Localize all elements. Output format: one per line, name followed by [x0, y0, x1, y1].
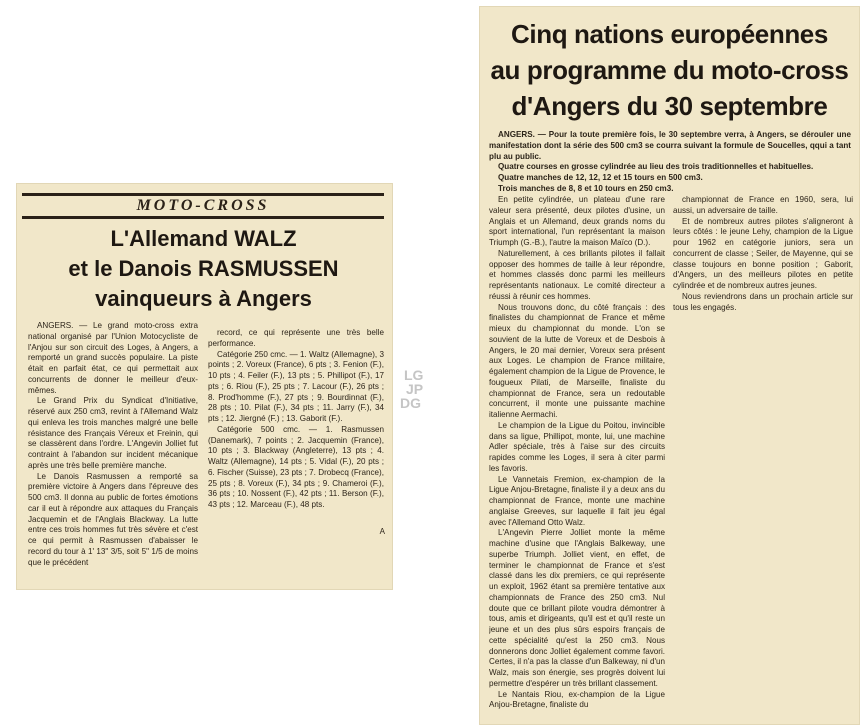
lead-paragraph: Quatre courses en grosse cylindrée au lieu des trois traditionnelles et habituelles. [498, 162, 814, 172]
headline-line: au programme du moto-cross [490, 55, 849, 85]
paragraph: Naturellement, à ces brillants pilotes il fallait opposer des hommes de taille à leur répondre, et hommes classés donc parmi les meilleurs représentants nationaux. Le comité directeur a réussi à réunir ces hommes. [489, 248, 665, 301]
paragraph: L'Angevin Pierre Jolliet monte la même machine d'usine que l'Anglais Balkeway, une superbe Triumph. Jolliet vient, en effet, de terminer le championnat de France et s'est classé dans les dix premiers, ce qui représente un exploit, 1962 étant sa première tentative aux championnats de France des 250 cm3. Nul doute que ce brillant pilote voudra démontrer à tous, amis et dirigeants, qu'il est et qu'il reste un jeune et un des plus sûrs espoirs français de cette spécialité qu'est la 250 cm3. Nous donnerons donc Jolliet également comme favori. Certes, il n'a pas la classe d'un Balkeway, ni d'un Walz, mais son énergie, ses progrès doivent lui permettre d'espérer un très brillant classement. [489, 528, 665, 688]
paragraph: championnat de France en 1960, sera, lui aussi, un adversaire de taille. [673, 195, 853, 215]
paragraph: Le Grand Prix du Syndicat d'Initiative, réservé aux 250 cm3, revint à l'Allemand Walz qui enleva les trois manches malgré une belle résistance des Français Véreux et Freinin, qui se classèrent dans l'ordre. L'Angevin Jolliet fut contraint à l'abandon sur incident mécanique après une très belle première manche. [28, 396, 198, 470]
author-signature: A [379, 527, 385, 536]
paragraph: Nous reviendrons dans un prochain article sur tous les engagés. [673, 291, 853, 312]
results-paragraph: Catégorie 500 cmc. — 1. Rasmussen (Danemark), 7 points ; 2. Jacquemin (France), 10 pts ; 3. Blackway (Angleterre), 13 pts ; 4. Waltz (Allemagne), 14 pts ; 5. Vidal (F.), 20 pts ; 6. Fischer (Suisse), 23 pts ; 7. Drobecq (France), 25 pts ; 8. Voreux (F.), 34 pts ; 9. Chameroi (F.), 36 pts ; 10. Nossent (F.), 42 pts ; 11. Berson (F.), 43 pts ; 12. Marceau (F.), 48 pts. [208, 424, 384, 509]
paragraph: En petite cylindrée, un plateau d'une rare valeur sera présenté, deux pilotes d'usine, un Anglais et un Allemand, deux grands noms du sport international, l'un représentant la maison Triumph (G.-B.), l'autre la maison Maïco (D.). [489, 195, 665, 247]
lead-paragraph: ANGERS. — Pour la toute première fois, le 30 septembre verra, à Angers, se dérouler une manifestation dont la série des 500 cm3 se courra suivant la formule de Soucelles, qqui a tant plu au public. [489, 130, 851, 161]
headline-line: L'Allemand WALZ [110, 226, 297, 251]
headline-line: et le Danois RASMUSSEN [68, 256, 339, 281]
paragraph: record, ce qui représente une très belle performance. [208, 328, 384, 348]
headline-line: vainqueurs à Angers [95, 286, 312, 311]
paragraph: Le Danois Rasmussen a remporté sa première victoire à Angers dans l'épreuve des 500 cm3. Il donna au public de fortes émotions car il eut à répondre aux attaques du Français Jacquemin et de l'Anglais Blackway. La lutte entre ces trois hommes fut très sévère et c'est ce qui permit à Rasmussen d'abaisser le record du tour à 1' 13" 3/5, soit 5" 1/5 de moins que le précédent [28, 471, 198, 567]
paragraph: Le Vannetais Fremion, ex-champion de la Ligue Anjou-Bretagne, finaliste il y a deux ans du championnat de France, monte une machine anglaise Greeves, sur laquelle il fait jeu égal avec l'Allemand Otto Walz. [489, 474, 665, 527]
paragraph: Le champion de la Ligue du Poitou, invincible dans sa ligue, Phillipot, monte, lui, une machine Adler spéciale, très à l'aise sur des circuits rapides comme les Loges, il sera à citer parmi les favoris. [489, 420, 665, 473]
lead-paragraph: Quatre manches de 12, 12, 12 et 15 tours en 500 cm3. [498, 173, 703, 182]
article-column [489, 195, 665, 721]
article-column [673, 195, 853, 321]
banner-title: MOTO-CROSS [136, 197, 270, 214]
paragraph: Nous trouvons donc, du côté français : des finalistes du championnat de France et même mieux du championnat du monde. L'on se souvient de la lutte de Voreux et de Desbois à Angers, le 20 mai dernier, Voreux sera présent aux Loges. Le champion de France militaire, également champion de la Ligue de Provence, le fougueux Pilati, de Marseille, finaliste du championnat de France, sera un redoutable concurrent, il monte une puissante machine italienne Aermachi. [489, 302, 665, 419]
paragraph: Le Nantais Riou, ex-champion de la Ligue Anjou-Bretagne, finaliste du [489, 689, 665, 710]
article-lead [489, 130, 851, 194]
headline-line: d'Angers du 30 septembre [511, 91, 828, 121]
paragraph: Et de nombreux autres pilotes s'aligneront à leurs côtés : le jeune Lehy, champion de la Ligue pour 1962 en catégorie juniors, sera un concurrent de classe ; Seiler, de Mayenne, qui se classe toujours en bonne position ; Gaborit, d'Angers, un des meilleurs pilotes en petite cylindrée et de nombreux autres jeunes. [673, 216, 853, 290]
watermark-line: JP [406, 381, 424, 397]
watermark-logo [390, 368, 432, 424]
article-column [28, 321, 198, 583]
lead-paragraph: Trois manches de 8, 8 et 10 tours en 250 cm3. [498, 183, 674, 193]
watermark-line: LG [404, 367, 424, 383]
right-clipping [479, 6, 860, 725]
results-paragraph: Catégorie 250 cmc. — 1. Waltz (Allemagne), 3 points ; 2. Voreux (France), 6 pts ; 3. Fenion (F.), 10 pts ; 4. Feiler (F.), 13 pts ; 5. Phillipot (F.), 17 pts ; 6. Riou (F.), 25 pts ; 7. Lacour (F.), 26 pts ; 8. Prod'homme (F.), 27 pts ; 9. Bourdinnat (F.), 28 pts ; 10. Pilat (F.), 34 pts ; 11. Jarry (F.), 34 pts ; 12. Jiergné (F.) ; 13. Gaborit (F.). [208, 349, 384, 423]
article-column [208, 328, 384, 543]
left-clipping [16, 183, 393, 590]
watermark-line: DG [400, 395, 421, 411]
headline-line: Cinq nations européennes [511, 19, 828, 49]
section-banner [22, 193, 384, 219]
paragraph: ANGERS. — Le grand moto-cross extra national organisé par l'Union Motocycliste de l'Anjou sur son circuit des Loges, à Angers, a remporté un grand succès populaire. La piste était en parfait état, ce qui permettait aux concurrents de donner le meilleur d'eux-mêmes. [28, 321, 198, 395]
